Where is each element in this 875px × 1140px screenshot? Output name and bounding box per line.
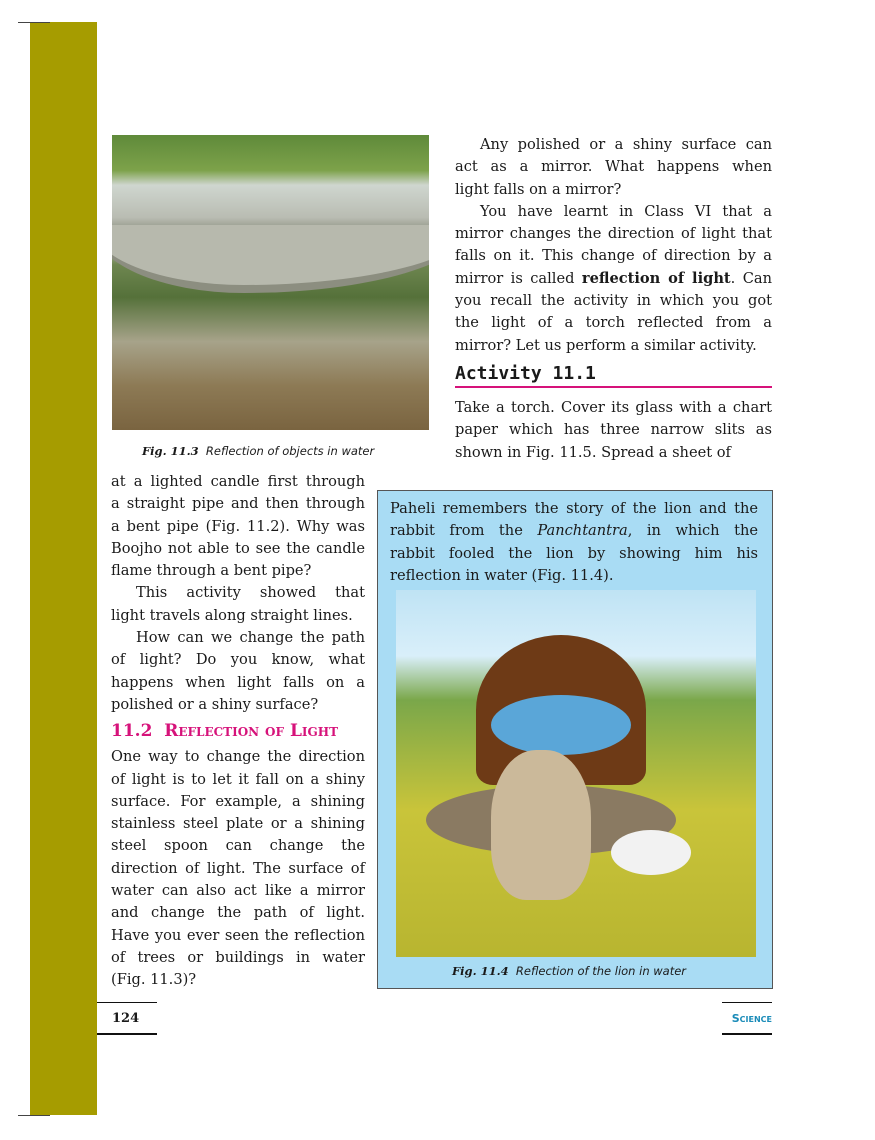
text-line — [111, 858, 365, 880]
text-line — [111, 516, 365, 538]
text-span: happens when light falls on a — [111, 673, 365, 691]
page-number: 124 — [112, 1011, 140, 1026]
text-line — [111, 582, 365, 604]
text-line — [111, 538, 365, 560]
text-span: reflection of light — [581, 269, 731, 287]
text-line — [111, 813, 365, 835]
section-title: Reflection of Light — [164, 721, 339, 742]
activity-heading: Activity 11.1 — [455, 363, 772, 388]
paheli-text — [390, 498, 758, 587]
text-span: Take a torch. Cover its glass with a chart — [455, 399, 772, 416]
text-span: rabbit from the — [390, 522, 538, 540]
text-span: Any polished or a shiny surface can — [480, 136, 772, 153]
text-line — [111, 694, 365, 716]
text-line — [111, 627, 365, 649]
text-span: (Fig. 11.3)? — [111, 971, 197, 989]
footer-rule — [97, 1033, 157, 1035]
left-column-text — [111, 471, 365, 992]
text-span: You have learnt in Class VI that a — [480, 202, 772, 220]
text-line — [111, 880, 365, 902]
text-span: at a lighted candle first through — [111, 473, 365, 490]
footer-rule — [97, 1002, 157, 1003]
text-span: you recall the activity in which you got — [455, 292, 772, 310]
text-span: mirror is called — [455, 269, 582, 287]
text-line — [455, 442, 772, 464]
section-heading — [111, 716, 365, 746]
text-span: Boojho not able to see the candle — [111, 539, 365, 557]
text-line — [111, 560, 365, 582]
text-line — [111, 746, 365, 768]
text-span: This activity showed that — [136, 584, 365, 602]
text-span: a bent pipe (Fig. 11.2). Why was — [111, 517, 365, 535]
text-span: of light? Do you know, what — [111, 651, 365, 669]
text-span: rabbit fooled the lion by showing him his — [390, 544, 758, 562]
text-span: mirror? Let us perform a similar activity. — [455, 336, 757, 354]
text-line — [111, 835, 365, 857]
fig-11-3-photo-reflection-in-water — [112, 135, 429, 430]
text-span: One way to change the direction — [111, 748, 365, 766]
text-line — [455, 312, 772, 334]
text-span: . Can — [730, 269, 773, 287]
text-span: falls on it. This change of direction by a — [455, 247, 772, 265]
text-line — [111, 791, 365, 813]
text-span: and change the path of light. — [111, 904, 365, 922]
text-line — [455, 201, 772, 223]
text-line — [455, 290, 772, 312]
text-line — [455, 134, 772, 156]
text-span: How can we change the path — [136, 629, 365, 647]
fig-11-4-illustration-lion-and-rabbit — [396, 590, 756, 957]
activity-text — [455, 397, 772, 464]
text-line — [455, 335, 772, 357]
text-line — [455, 268, 772, 290]
text-line — [111, 672, 365, 694]
text-line — [455, 179, 772, 201]
text-span: direction of light. The surface of — [111, 859, 365, 877]
footer-rule — [722, 1002, 772, 1003]
text-span: act as a mirror. What happens when — [455, 158, 772, 176]
text-line — [390, 543, 758, 565]
fig-11-4-caption: Fig. 11.4 Reflection of the lion in water — [452, 964, 687, 978]
text-span: stainless steel plate or a shining — [111, 815, 365, 833]
text-span: Paheli remembers the story of the lion and the — [390, 500, 758, 517]
text-line — [111, 605, 365, 627]
text-span: of light is to let it fall on a shiny — [111, 770, 365, 788]
text-line — [111, 947, 365, 969]
text-span: water can also act like a mirror — [111, 882, 365, 900]
text-line — [390, 498, 758, 520]
text-span: steel spoon can change the — [111, 837, 365, 855]
subject-label: Science — [731, 1012, 772, 1025]
crop-mark — [18, 1115, 50, 1116]
text-span: mirror changes the direction of light that — [455, 225, 772, 243]
text-line — [455, 397, 772, 419]
text-span: reflection in water (Fig. 11.4). — [390, 566, 614, 584]
text-span: a straight pipe and then through — [111, 495, 365, 513]
text-line — [390, 565, 758, 587]
text-line — [111, 769, 365, 791]
section-number: 11.2 — [111, 721, 153, 742]
text-span: polished or a shiny surface? — [111, 695, 319, 713]
text-line — [111, 493, 365, 515]
text-line — [111, 902, 365, 924]
text-span: light travels along straight lines. — [111, 606, 353, 624]
text-line — [390, 520, 758, 542]
text-span: , in which the — [627, 522, 758, 540]
text-line — [455, 245, 772, 267]
text-line — [111, 649, 365, 671]
text-line — [111, 925, 365, 947]
text-span: paper which has three narrow slits as — [455, 421, 772, 439]
text-span: the light of a torch reflected from a — [455, 314, 772, 332]
text-line — [111, 969, 365, 991]
crop-mark — [18, 22, 50, 23]
page-margin-band — [30, 22, 97, 1115]
text-span: of trees or buildings in water — [111, 948, 365, 966]
footer-rule — [722, 1033, 772, 1035]
text-line — [455, 156, 772, 178]
text-line — [111, 471, 365, 493]
text-span: light falls on a mirror? — [455, 180, 622, 198]
right-column-text — [455, 134, 772, 357]
text-line — [455, 223, 772, 245]
text-span: surface. For example, a shining — [111, 792, 365, 810]
text-span: Have you ever seen the reflection — [111, 926, 365, 944]
text-span: shown in Fig. 11.5. Spread a sheet of — [455, 443, 731, 461]
text-span: flame through a bent pipe? — [111, 562, 312, 580]
text-line — [455, 419, 772, 441]
text-span: Panchtantra — [537, 522, 628, 540]
fig-11-3-caption: Fig. 11.3 Reflection of objects in water — [142, 444, 375, 458]
